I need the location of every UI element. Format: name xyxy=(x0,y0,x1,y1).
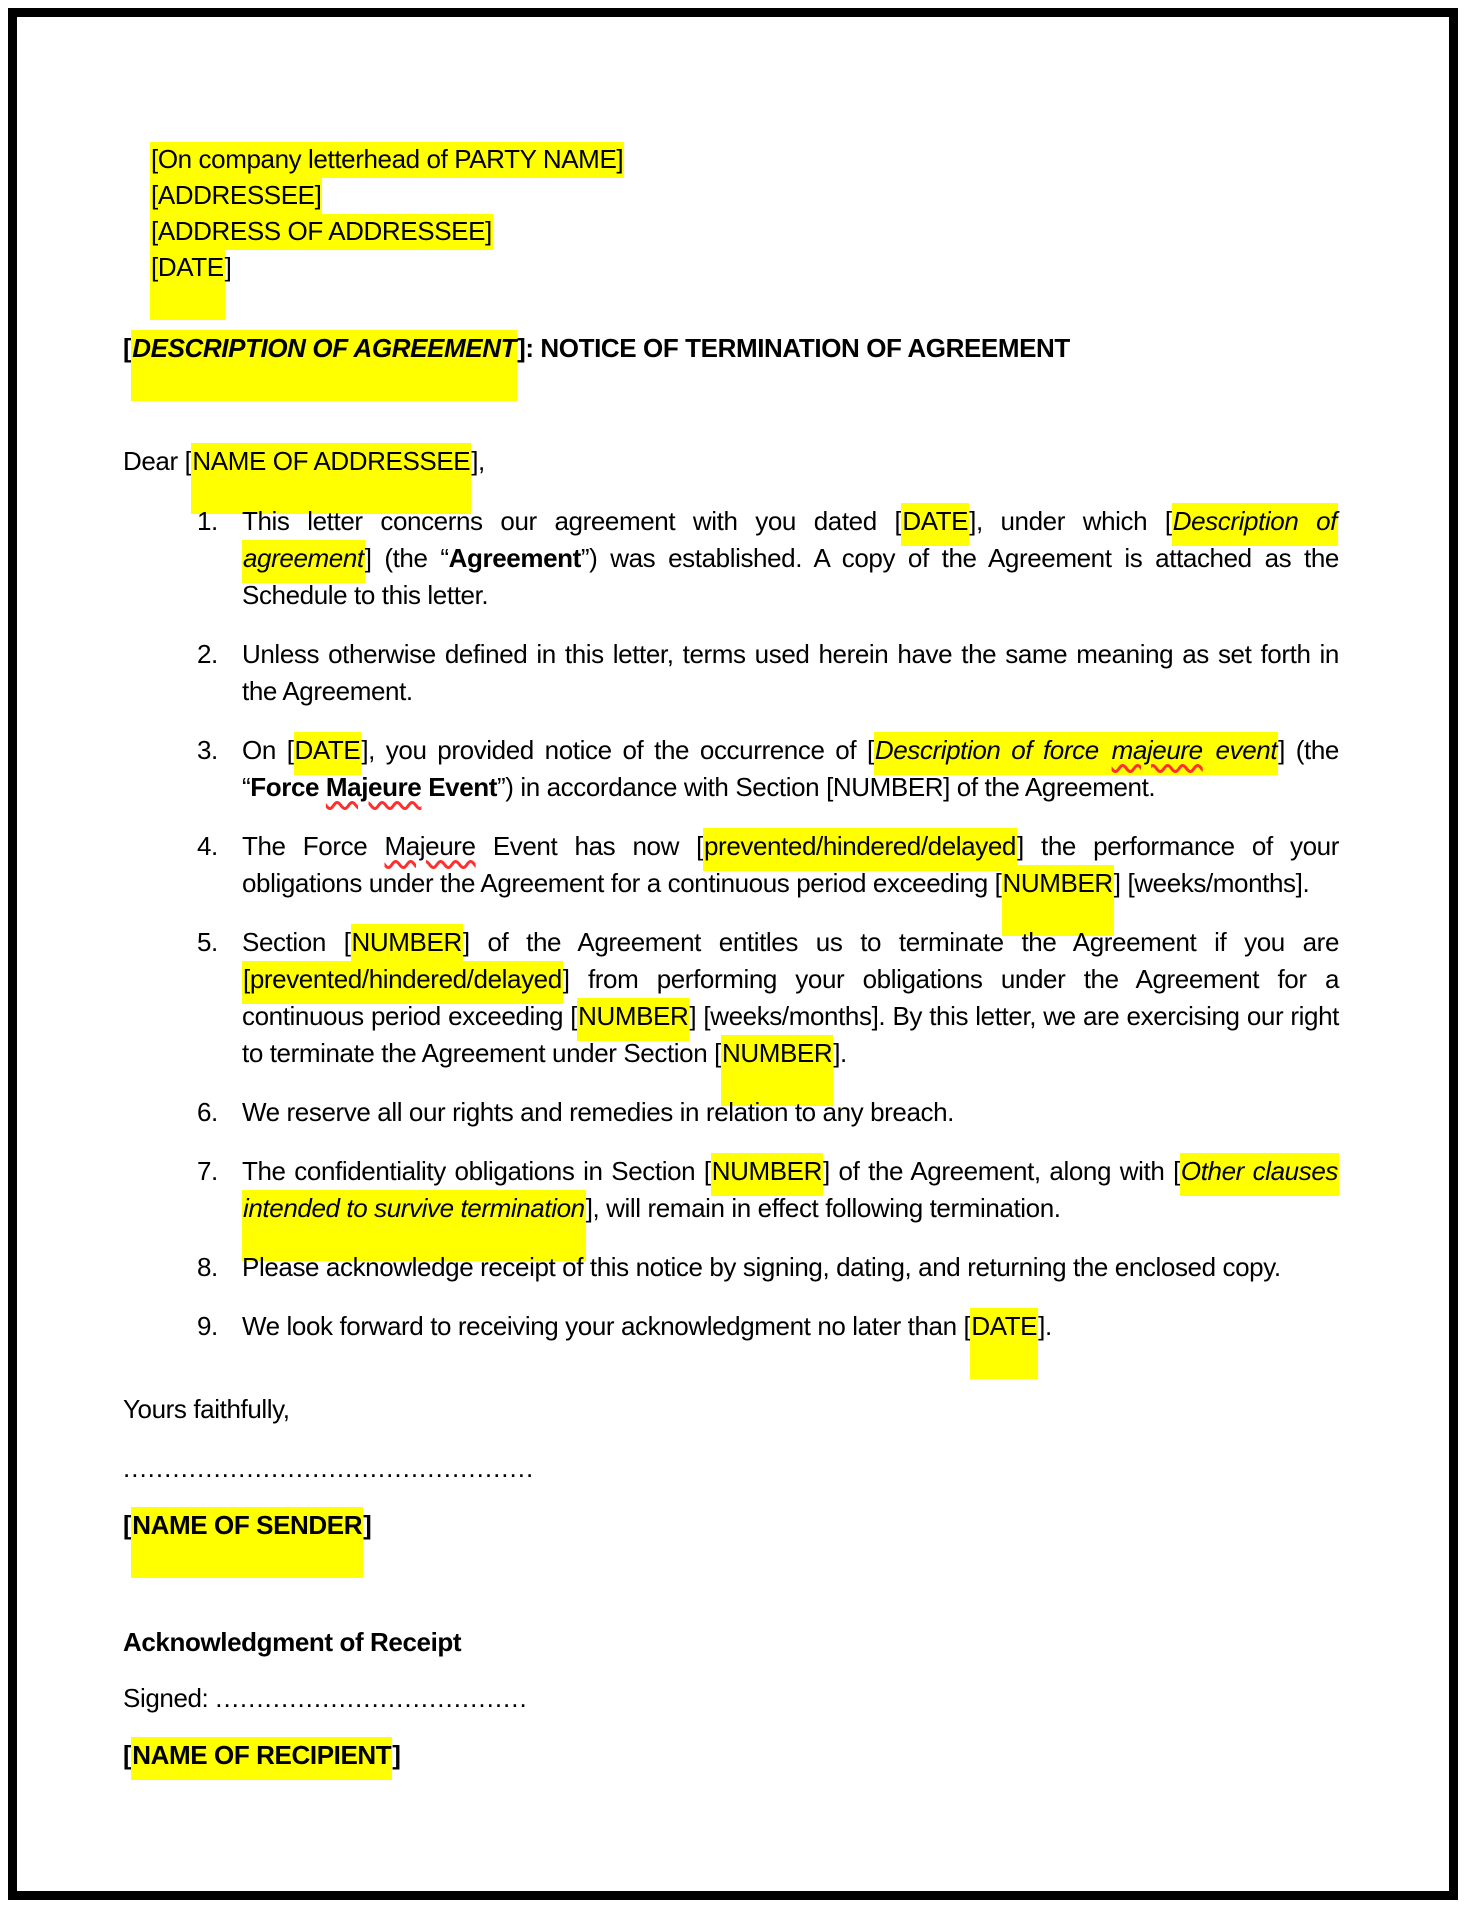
text-run: We reserve all our rights and remedies in relation to any breach. xyxy=(242,1097,955,1127)
text-run: ]. xyxy=(833,1038,847,1068)
placeholder-highlight: majeure xyxy=(1111,732,1204,775)
list-item xyxy=(123,1153,1339,1227)
placeholder-highlight: NUMBER xyxy=(721,1035,833,1106)
text-run: [ xyxy=(123,1510,132,1540)
closing-block xyxy=(123,1391,1339,1774)
placeholder-highlight: prevented/hindered/delayed xyxy=(703,828,1017,871)
text-run: The confidentiality obligations in Section [ xyxy=(242,1156,711,1186)
list-item xyxy=(123,1094,1339,1131)
signature-dotted-line: .................................................. xyxy=(123,1453,535,1483)
item-text xyxy=(242,1308,1339,1345)
text-run: ”) in accordance with Section [NUMBER] of the Agreement. xyxy=(497,772,1156,802)
text-run: Event has now [ xyxy=(475,831,703,861)
text-run: [ xyxy=(123,333,132,363)
placeholder-highlight: Description of force xyxy=(874,732,1111,775)
placeholder-highlight: [prevented/hindered/delayed xyxy=(242,961,563,1004)
placeholder-highlight: NUMBER xyxy=(351,924,463,967)
text-run: We look forward to receiving your acknowledgment no later than [ xyxy=(242,1311,971,1341)
placeholder-highlight: intended to survive termination xyxy=(242,1190,586,1261)
text-run: [ xyxy=(123,1740,132,1770)
text-run: Dear [ xyxy=(123,446,192,476)
placeholder-highlight: NAME OF ADDRESSEE xyxy=(191,443,471,514)
text-run: ], you provided notice of the occurrence of [ xyxy=(361,735,874,765)
item-text xyxy=(242,828,1339,902)
text-run: ] the performance of your obligations under the Agreement for a continuous period exceeding [ xyxy=(242,831,1339,898)
placeholder-highlight: [ADDRESS OF ADDRESSEE] xyxy=(150,214,493,250)
item-number: 7. xyxy=(197,1156,218,1186)
letterhead-line xyxy=(150,213,1339,249)
letterhead-line xyxy=(150,249,1339,285)
text-run: ], xyxy=(471,446,485,476)
letterhead-block xyxy=(150,141,1339,285)
list-item xyxy=(123,1308,1339,1345)
placeholder-highlight: NUMBER xyxy=(1002,865,1114,936)
list-item xyxy=(123,503,1339,614)
signed-line xyxy=(123,1680,1339,1717)
text-run: ] (the “ xyxy=(242,735,1339,802)
text-run: ] of the Agreement entitles us to terminate the Agreement if you are xyxy=(462,927,1339,957)
item-text xyxy=(242,924,1339,1072)
item-number: 2. xyxy=(197,639,218,669)
placeholder-highlight: DATE xyxy=(294,732,362,775)
item-number: 1. xyxy=(197,506,218,536)
spellcheck-word: Majeure xyxy=(325,772,422,802)
text-run: ”) was established. A copy of the Agreement is attached as the Schedule to this letter. xyxy=(242,543,1339,610)
item-number: 6. xyxy=(197,1097,218,1127)
text-run: ] xyxy=(392,1740,401,1770)
list-item xyxy=(123,636,1339,710)
text-run: ] xyxy=(224,252,232,282)
text-run: Event xyxy=(421,772,498,802)
text-run: Agreement xyxy=(448,543,581,573)
letterhead-line xyxy=(150,141,1339,177)
text-run: Force xyxy=(250,772,326,802)
letterhead-line xyxy=(150,177,1339,213)
salutation xyxy=(123,443,1339,480)
text-run: This letter concerns our agreement with you dated [ xyxy=(242,506,902,536)
placeholder-highlight: NUMBER xyxy=(577,998,689,1041)
text-run: Please acknowledge receipt of this notice by signing, dating, and returning the enclosed copy. xyxy=(242,1252,1281,1282)
placeholder-highlight: [On company letterhead of PARTY NAME] xyxy=(150,142,624,178)
placeholder-highlight: DATE xyxy=(970,1308,1038,1379)
sender-name-line xyxy=(123,1507,1339,1544)
placeholder-highlight: [ADDRESSEE] xyxy=(150,178,322,214)
item-number: 4. xyxy=(197,831,218,861)
list-item xyxy=(123,732,1339,806)
spellcheck-word: Majeure xyxy=(384,831,476,861)
signed-dots: ...................................... xyxy=(215,1683,528,1713)
text-run: ], will remain in effect following termination. xyxy=(585,1193,1061,1223)
valediction: Yours faithfully, xyxy=(123,1394,290,1424)
item-number: 3. xyxy=(197,735,218,765)
text-run: ] [weeks/months]. By this letter, we are exercising our right to terminate the Agreement under Section [ xyxy=(242,1001,1339,1068)
text-run: ], under which [ xyxy=(969,506,1172,536)
item-number: 9. xyxy=(197,1311,218,1341)
placeholder-highlight: NAME OF SENDER xyxy=(131,1507,363,1578)
text-run: The Force xyxy=(242,831,385,861)
acknowledgment-heading: Acknowledgment of Receipt xyxy=(123,1627,462,1657)
placeholder-highlight: NUMBER xyxy=(711,1153,823,1196)
placeholder-highlight: Description of agreement xyxy=(242,503,1338,583)
page-border-frame xyxy=(8,8,1458,1900)
item-text xyxy=(242,1153,1339,1227)
text-run: ] from performing your obligations under the Agreement for a continuous period exceeding [ xyxy=(242,964,1339,1031)
placeholder-highlight: DESCRIPTION OF AGREEMENT xyxy=(131,330,517,401)
item-text xyxy=(242,1094,1339,1131)
signed-label: Signed: xyxy=(123,1683,216,1713)
document-title xyxy=(123,330,1339,367)
recipient-name-line xyxy=(123,1737,1339,1774)
placeholder-highlight: Other clauses xyxy=(1180,1153,1339,1196)
item-number: 5. xyxy=(197,927,218,957)
item-text xyxy=(242,636,1339,710)
text-run: ] (the “ xyxy=(364,543,449,573)
item-text xyxy=(242,732,1339,806)
placeholder-highlight: NAME OF RECIPIENT xyxy=(131,1737,392,1780)
text-run: ] [weeks/months]. xyxy=(1113,868,1310,898)
item-number: 8. xyxy=(197,1252,218,1282)
text-run: Section [ xyxy=(242,927,351,957)
list-item xyxy=(123,924,1339,1072)
placeholder-highlight: [DATE xyxy=(150,250,225,320)
numbered-list xyxy=(123,503,1339,1345)
placeholder-highlight: DATE xyxy=(901,503,969,546)
text-run: ] xyxy=(363,1510,372,1540)
text-run: ]: NOTICE OF TERMINATION OF AGREEMENT xyxy=(517,333,1070,363)
list-item xyxy=(123,1249,1339,1286)
text-run: Unless otherwise defined in this letter, terms used herein have the same meaning as set forth in the Agreement. xyxy=(242,639,1339,706)
list-item xyxy=(123,828,1339,902)
text-run: ]. xyxy=(1038,1311,1052,1341)
text-run: On [ xyxy=(242,735,294,765)
item-text xyxy=(242,503,1339,614)
item-text xyxy=(242,1249,1339,1286)
placeholder-highlight: event xyxy=(1204,732,1278,775)
text-run: ] of the Agreement, along with [ xyxy=(823,1156,1180,1186)
